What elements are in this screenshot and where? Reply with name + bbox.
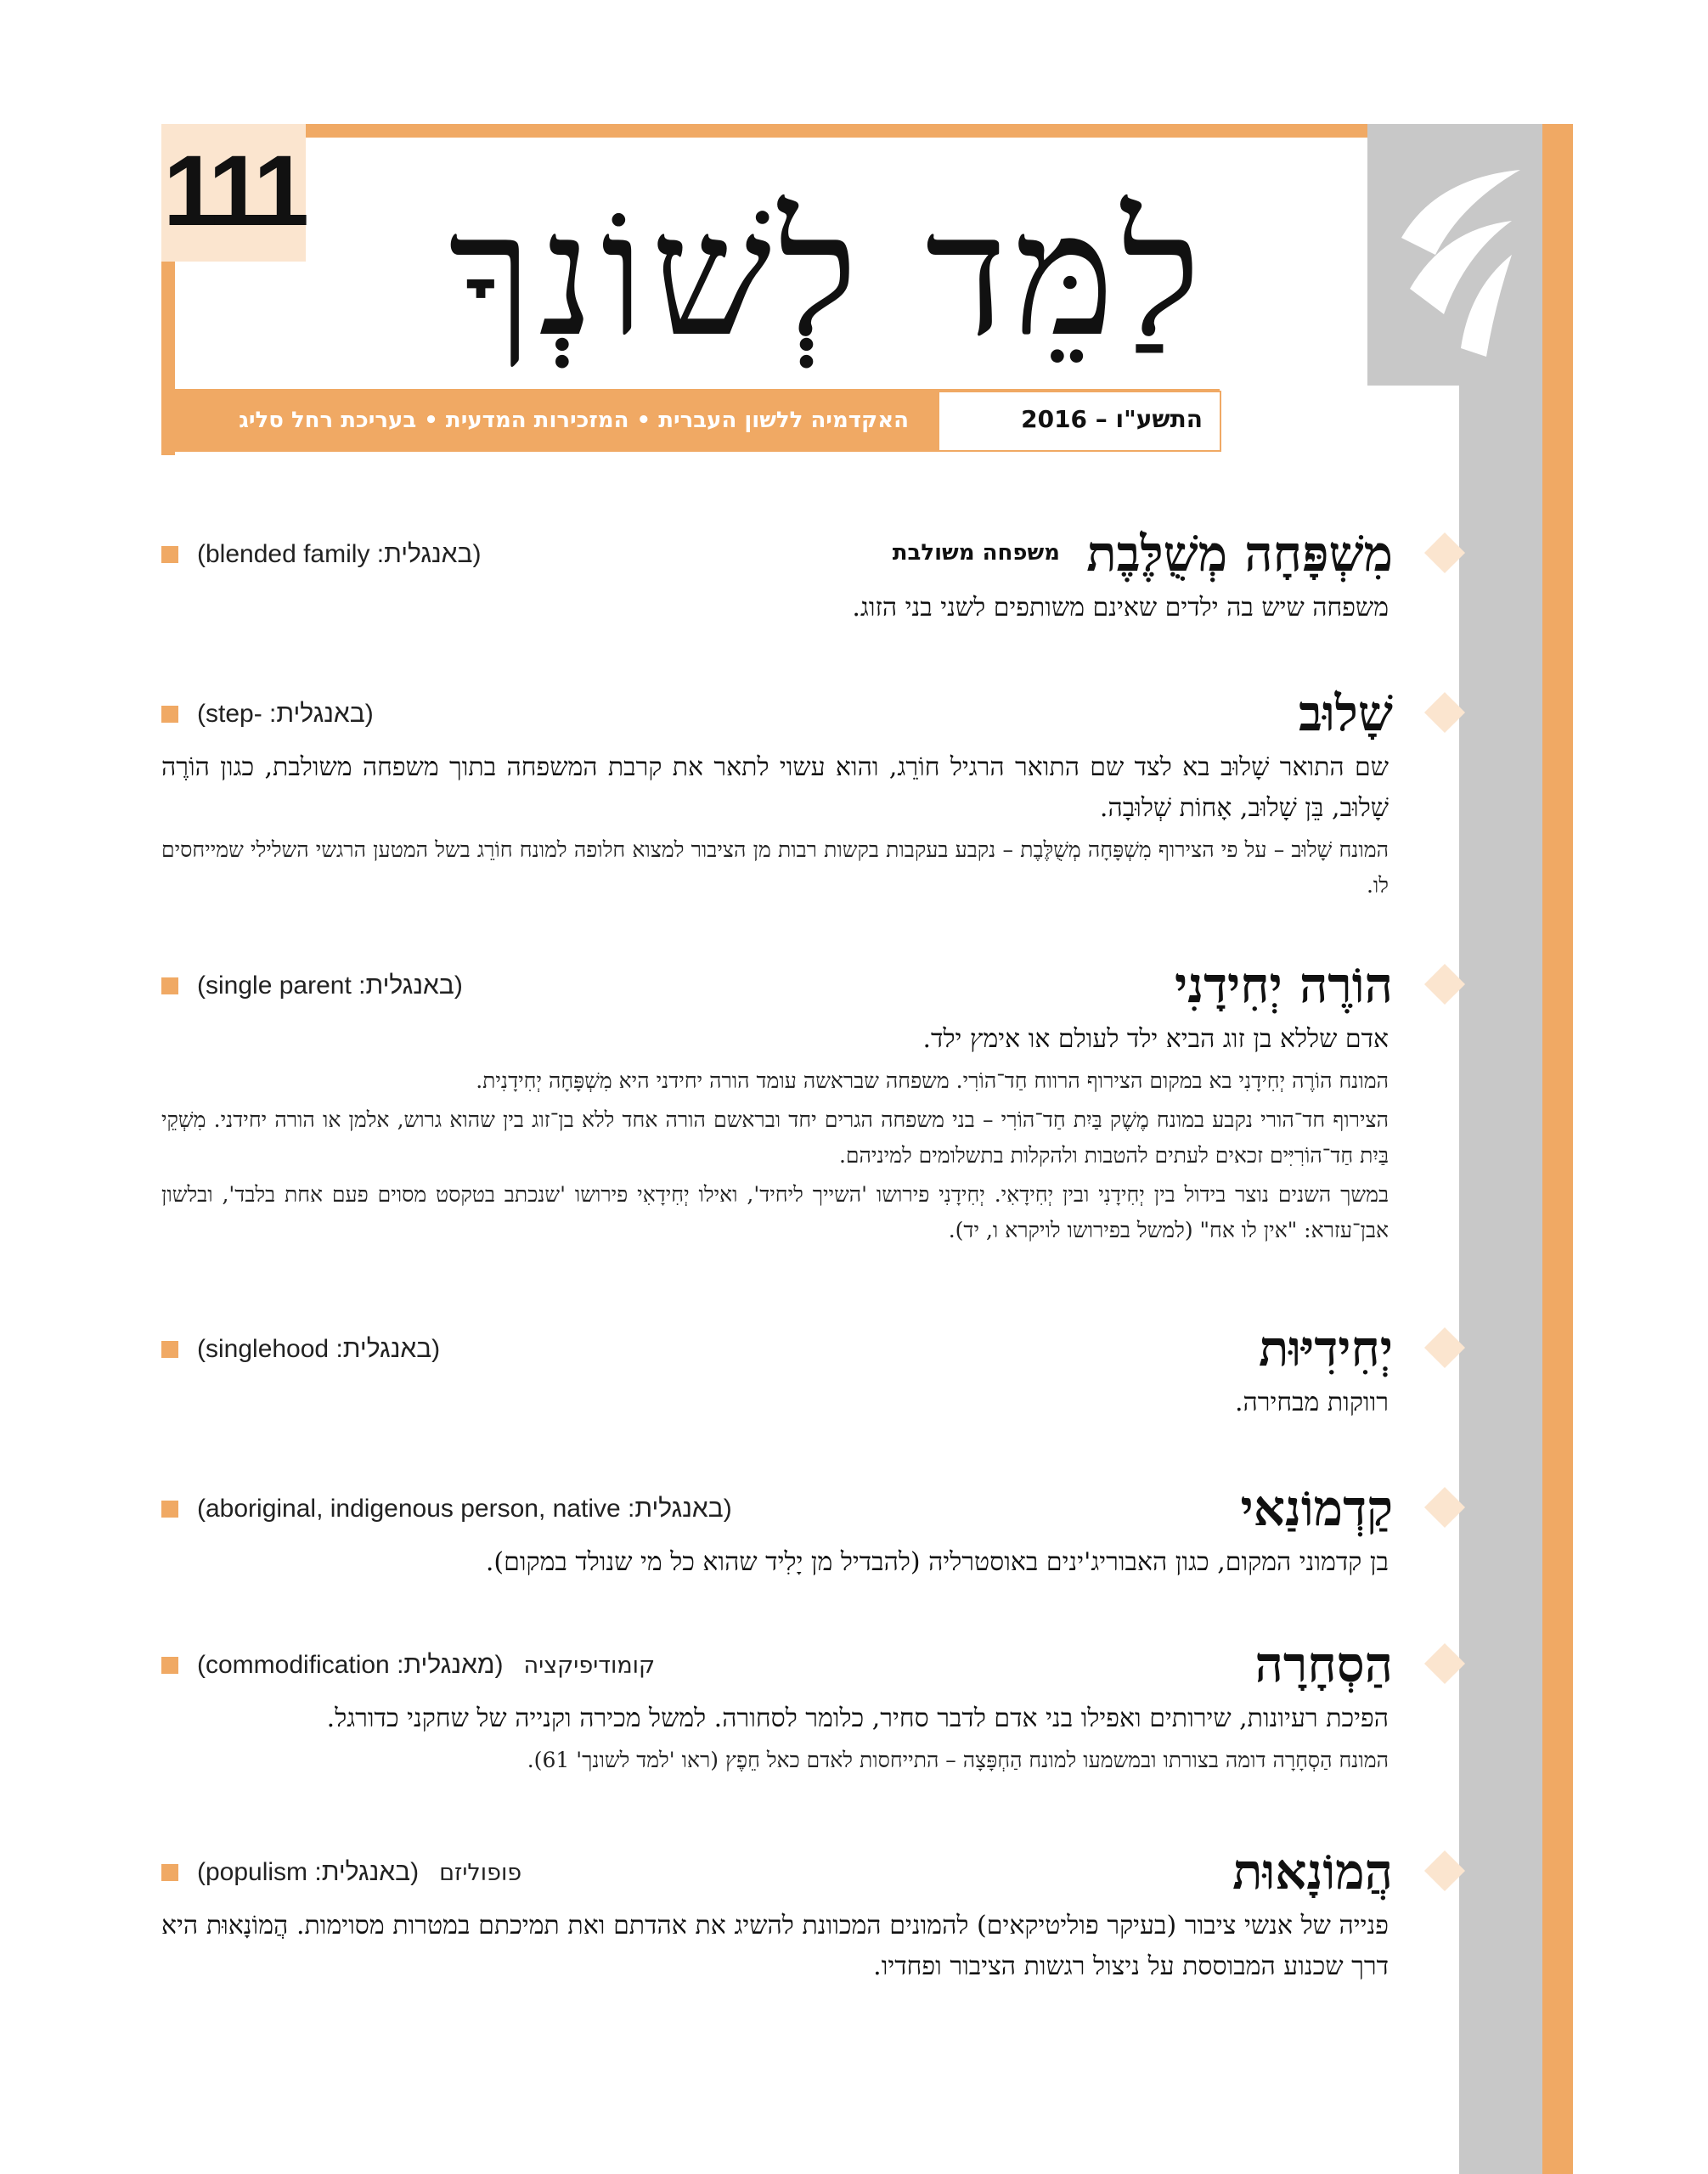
square-bullet-icon <box>161 1657 178 1674</box>
headword: הוֹרֶה יְחִידָנִי <box>1175 956 1393 1014</box>
loanword-form: קומודיפיקציה <box>523 1653 656 1679</box>
square-bullet-icon <box>161 977 178 994</box>
definition: הפיכת רעיונות, שירותים ואפילו בני אדם לדבר סחיר, כלומר לסחורה. למשל מכירה וקנייה של שחקני כדורגל. <box>326 1704 1389 1733</box>
right-orange-bar <box>1542 124 1573 2174</box>
english-equivalent: (aboriginal, indigenous person, native :באנגלית) <box>161 1495 732 1523</box>
definition: משפחה שיש בה ילדים שאינם משותפים לשני בני הזוג. <box>852 593 1389 622</box>
headword-unpointed: משפחה משולבת <box>892 540 1060 566</box>
english-equivalent: (singlehood :באנגלית) <box>161 1335 440 1364</box>
english-equivalent: (populism :באנגלית) פופוליזם <box>161 1858 521 1887</box>
usage-note: המונח הוֹרֶה יְחִידָנִי בא במקום הצירוף הרווח חַד־הוֹרִי. משפחה שבראשה עומד הורה יחידני היא מִשְׁפָּחָה יְחִידָנִית. <box>476 1068 1389 1093</box>
square-bullet-icon <box>161 1501 178 1518</box>
english-equivalent: (blended family :באנגלית) <box>161 540 481 569</box>
definition: אדם שללא בן זוג הביא ילד לעולם או אימץ ילד. <box>922 1024 1389 1054</box>
headword: הַסְחָרָה <box>1254 1636 1393 1693</box>
entry-single-parent <box>161 951 1393 1248</box>
headword: הֲמוֹנָאוּת <box>1232 1843 1393 1901</box>
square-bullet-icon <box>161 1341 178 1358</box>
definition: בן קדמוני המקום, כגון האבוריג'ינים באוסטרליה (להבדיל מן יָלִיד שהוא כל מי שנולד במקום). <box>485 1547 1389 1577</box>
publisher-line: האקדמיה ללשון העברית • המזכירות המדעית • בעריכת רחל סליג <box>239 408 909 433</box>
headword: מִשְׁפָּחָה מְשֻׁלֶּבֶת <box>1086 525 1393 583</box>
entry-commodification <box>161 1630 1393 1778</box>
entry-singlehood <box>161 1315 1393 1423</box>
headword: יְחִידִיּוּת <box>1258 1320 1393 1377</box>
usage-note: המונח הַסְחָרָה דומה בצורתו ובמשמעו למונח הַחְפָּצָה – התייחסות לאדם כאל חֵפֶץ (ראו 'למד לשונך' 61). <box>527 1748 1389 1772</box>
definition: פנייה של אנשי ציבור (בעיקר פוליטיקאים) להמונים המכוונת להשיג את אהדתם ואת תמיכתם במטרות מסוימות. הֲמוֹנָאוּת היא דרך שכנוע המבוססת על ניצול רגשות הציבור ופחדיו. <box>161 1911 1389 1981</box>
square-bullet-icon <box>161 706 178 723</box>
loanword-form: פופוליזם <box>439 1860 522 1886</box>
headword: שָׁלוּב <box>1299 684 1393 742</box>
square-bullet-icon <box>161 546 178 563</box>
definition: שם התואר שָׁלוּב בא לצד שם התואר הרגיל חוֹרֵג, והוא עשוי לתאר את קרבת המשפחה בתוך משפחה משולבת, כגון הוֹרֶה שָׁלוּב, בֵּן שָׁלוּב, אָחוֹת שְׁלוּבָה. <box>161 752 1389 823</box>
publication-title: לַמֵּד לְשׁוֹנְךָ <box>448 177 1208 375</box>
usage-note: המונח שָׁלוּב – על פי הצירוף מִשְׁפָּחָה מְשֻׁלֶּבֶת – נקבע בעקבות בקשות רבות מן הציבור למצוא חלופה למונח חוֹרֵג בשל המטען הרגשי השלילי שמייחסים לו. <box>161 837 1389 898</box>
headword: קַדְמוֹנַאי <box>1240 1479 1393 1537</box>
english-equivalent: (step- :באנגלית) <box>161 700 374 729</box>
entry-populism <box>161 1838 1393 1987</box>
definition: רווקות מבחירה. <box>1234 1388 1389 1417</box>
entry-blended-family <box>161 520 1393 628</box>
entry-step <box>161 679 1393 904</box>
usage-note: במשך השנים נוצר בידול בין יְחִידָנִי ובין יְחִידָאִי. יְחִידָנִי פירושו 'השייך ליחיד', ואילו יְחִידָאִי פירושו 'שנכתב בטקסט מסוים פעם אחת בלבד', ובלשון אבן־עזרא: "אין לו אח" (למשל בפירושו לויקרא ו, יד). <box>161 1182 1389 1242</box>
issue-date: התשע"ו – 2016 <box>1021 405 1203 433</box>
entry-aboriginal <box>161 1474 1393 1583</box>
english-equivalent: (single parent :באנגלית) <box>161 972 463 1000</box>
english-equivalent: (commodification :מאנגלית) קומודיפיקציה <box>161 1651 655 1680</box>
usage-note: הצירוף חד־הורי נקבע במונח מֶשֶׁק בַּיִת חַד־הוֹרִי – בני משפחה הגרים יחד ובראשם הורה אחד ללא בן־זוג בין שהוא גרוש, אלמן או הורה יחידני. מִשְׁקֵי בַּיִת חַד־הוֹרִיִּים זכאים לעתים להטבות ולהקלות בתשלומים למיניהם. <box>161 1107 1389 1168</box>
right-grey-bar <box>1459 386 1542 2174</box>
square-bullet-icon <box>161 1864 178 1881</box>
issue-number: 111 <box>163 135 304 247</box>
academy-logo-icon <box>1384 144 1529 365</box>
header-frame-top <box>161 124 1372 138</box>
